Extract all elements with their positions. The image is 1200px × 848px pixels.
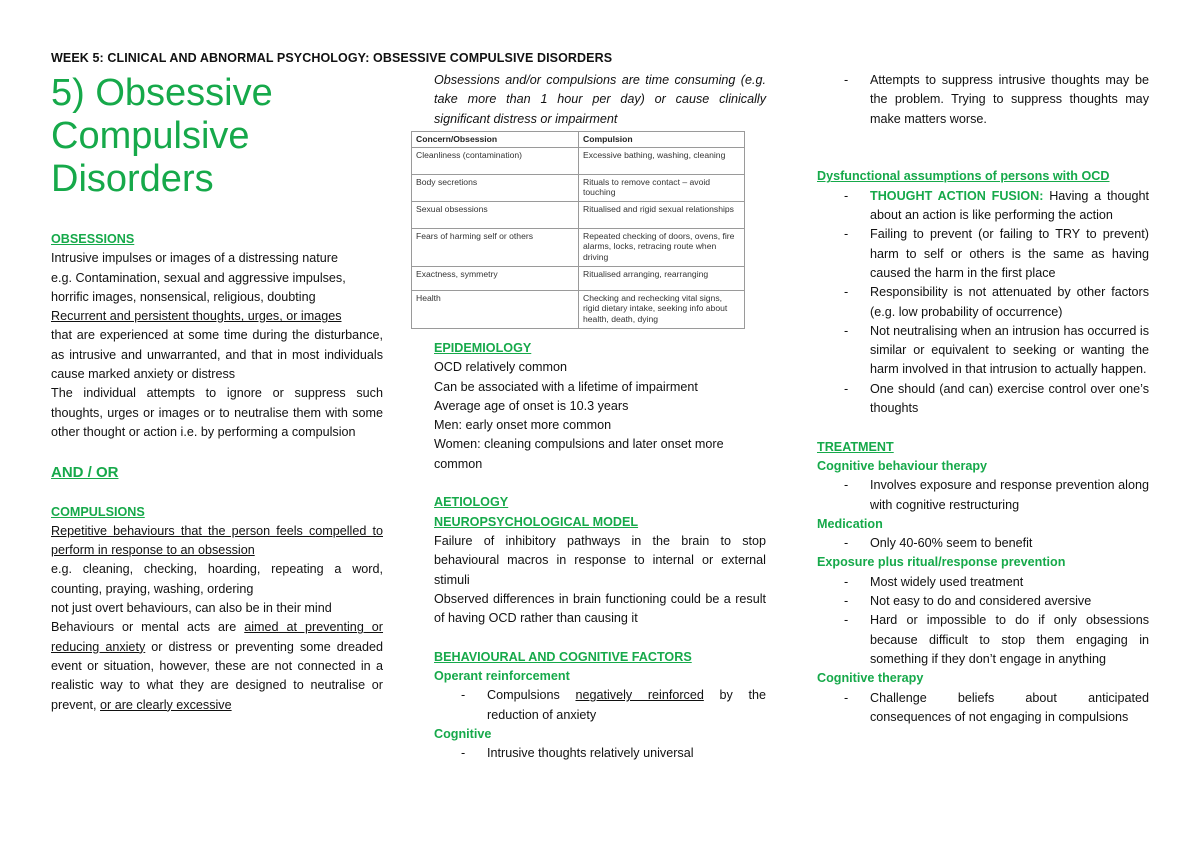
operant-heading: Operant reinforcement	[434, 669, 570, 684]
table-header-cell: Concern/Obsession	[412, 132, 579, 148]
ocd-table	[411, 131, 745, 329]
dys-text-5: One should (and can) exercise control over one’s thoughts	[870, 381, 1149, 416]
suppress-text: Attempts to suppress intrusive thoughts may be the problem. Trying to suppress thoughts may make matters worse.	[870, 73, 1149, 126]
exp-text-1: Most widely used treatment	[870, 574, 1024, 589]
table-header-row	[412, 132, 745, 148]
exp-bullet-3	[817, 611, 1149, 669]
bullet-dash: -	[461, 688, 466, 703]
bullet-dash: -	[844, 381, 849, 396]
taf-label: THOUGHT ACTION FUSION:	[870, 188, 1044, 203]
cognitive-text: Intrusive thoughts relatively universal	[487, 746, 694, 761]
compulsions-line-4b: aimed at preventing or reducing anxiety	[51, 620, 384, 654]
bullet-dash: -	[844, 574, 849, 589]
bullet-dash: -	[844, 690, 849, 705]
exp-bullet-2	[817, 592, 1149, 611]
table-header-cell: Compulsion	[579, 132, 745, 148]
operant-a: Compulsions	[487, 688, 576, 703]
bullet-dash: -	[844, 73, 849, 87]
ocd-table-figure	[411, 131, 745, 329]
exposure-heading: Exposure plus ritual/response prevention	[817, 555, 1066, 570]
table-cell: Ritualised arranging, rearranging	[579, 266, 745, 290]
epidemiology-line: Men: early onset more common	[434, 418, 612, 433]
bullet-dash: -	[844, 188, 849, 203]
epidemiology-line: OCD relatively common	[434, 360, 567, 375]
exp-bullet-1	[817, 573, 1149, 592]
title-line-2: Compulsive	[51, 115, 250, 157]
epidemiology-line: Can be associated with a lifetime of impairment	[434, 379, 698, 394]
bullet-dash: -	[461, 746, 466, 761]
med-bullet	[817, 534, 1149, 553]
column-right	[817, 71, 1149, 727]
compulsions-line-4a: Behaviours or mental acts are	[51, 620, 245, 635]
cbt-heading: Cognitive behaviour therapy	[817, 458, 988, 473]
bullet-dash: -	[844, 594, 849, 609]
table-row	[412, 228, 745, 266]
operant-bullet	[434, 686, 766, 725]
table-cell: Repeated checking of doors, ovens, fire alarms, locks, retracing route when driving	[579, 228, 745, 266]
bullet-dash: -	[844, 536, 849, 551]
taf-text: Having a thought about an action is like performing the action	[870, 188, 1149, 223]
compulsions-line-4d: or are clearly excessive	[100, 697, 232, 712]
dys-bullet-2	[817, 225, 1149, 283]
table-cell: Checking and rechecking vital signs, rigid dietary intake, seeking info about health, death, dying	[579, 290, 745, 328]
bullet-dash: -	[844, 613, 849, 628]
compulsions-line-4c: or distress or preventing some dreaded event or situation, however, these are not connected in a realistic way to what they are designed to neutralise or prevent,	[51, 639, 384, 712]
column-middle	[434, 71, 766, 129]
cognitive-bullet	[434, 744, 766, 763]
table-cell: Exactness, symmetry	[412, 266, 579, 290]
bullet-dash: -	[844, 285, 849, 300]
ct-text: Challenge beliefs about anticipated consequences of not engaging in compulsions	[870, 690, 1149, 724]
table-row	[412, 201, 745, 228]
obsessions-line-6: The individual attempts to ignore or suppress such thoughts, urges or images or to neutralise them with some other thought or action i.e. by performing a compulsion	[51, 386, 383, 439]
dys-bullet-5	[817, 380, 1149, 419]
table-cell: Health	[412, 290, 579, 328]
cbt-text: Involves exposure and response prevention along with cognitive restructuring	[870, 478, 1149, 512]
epidemiology-line: Women: cleaning compulsions and later onset more common	[434, 437, 724, 471]
obsessions-line-1: Intrusive impulses or images of a distressing nature	[51, 251, 338, 266]
neuropsychological-heading: NEUROPSYCHOLOGICAL MODEL	[434, 514, 639, 529]
cognitive-heading: Cognitive	[434, 726, 492, 741]
table-cell: Fears of harming self or others	[412, 228, 579, 266]
aetiology-heading: AETIOLOGY	[434, 495, 509, 510]
main-title	[51, 72, 383, 201]
title-line-3: Disorders	[51, 158, 214, 200]
column-left	[51, 72, 383, 715]
ct-bullet	[817, 689, 1149, 728]
obsessions-heading: OBSESSIONS	[51, 232, 135, 246]
table-row	[412, 147, 745, 174]
dys-bullet-3	[817, 283, 1149, 322]
epidemiology-heading: EPIDEMIOLOGY	[434, 341, 532, 355]
behavioural-cognitive-heading: BEHAVIOURAL AND COGNITIVE FACTORS	[434, 649, 692, 664]
dys-text-3: Responsibility is not attenuated by other factors (e.g. low probability of occurrence)	[870, 285, 1149, 319]
intro-italic: Obsessions and/or compulsions are time consuming (e.g. take more than 1 hour per day) or cause clinically significant distress or impairment	[434, 73, 766, 126]
column-middle-lower	[434, 339, 766, 764]
bullet-dash: -	[844, 323, 849, 338]
title-line-1: 5) Obsessive	[51, 72, 273, 114]
neuro-line-2: Observed differences in brain functioning could be a result of having OCD rather than causing it	[434, 591, 766, 626]
obsessions-line-3: horrific images, nonsensical, religious, doubting	[51, 289, 316, 304]
cognitive-therapy-heading: Cognitive therapy	[817, 671, 924, 686]
compulsions-line-4	[51, 618, 383, 714]
compulsions-heading: COMPULSIONS	[51, 504, 145, 519]
dys-bullet-4	[817, 322, 1149, 380]
cbt-bullet	[817, 476, 1149, 515]
table-cell: Ritualised and rigid sexual relationships	[579, 201, 745, 228]
bullet-dash: -	[844, 227, 849, 242]
table-row	[412, 290, 745, 328]
and-or-heading: AND / OR	[51, 464, 119, 482]
table-cell: Rituals to remove contact – avoid touching	[579, 174, 745, 201]
treatment-heading: TREATMENT	[817, 439, 894, 454]
table-cell: Sexual obsessions	[412, 201, 579, 228]
table-row	[412, 266, 745, 290]
table-row	[412, 174, 745, 201]
compulsions-line-2: e.g. cleaning, checking, hoarding, repeating a word, counting, praying, washing, ordering	[51, 562, 383, 596]
exp-text-2: Not easy to do and considered aversive	[870, 594, 1092, 609]
compulsions-line-1: Repetitive behaviours that the person feels compelled to perform in response to an obsession	[51, 523, 383, 558]
medication-heading: Medication	[817, 516, 883, 531]
table-cell: Excessive bathing, washing, cleaning	[579, 147, 745, 174]
dys-text-2: Failing to prevent (or failing to TRY to prevent) harm to self or others is the same as having caused the harm in the first place	[870, 227, 1149, 280]
suppress-bullet	[817, 71, 1149, 129]
med-text: Only 40-60% seem to benefit	[870, 536, 1033, 551]
obsessions-line-5: that are experienced at some time during the disturbance, as intrusive and unwarranted, and that in most individuals cause marked anxiety or distress	[51, 328, 383, 382]
dys-bullet-1	[817, 187, 1149, 226]
exp-text-3: Hard or impossible to do if only obsessions because difficult to stop them engaging in something if they don’t engage in anything	[870, 613, 1149, 666]
obsessions-line-2: e.g. Contamination, sexual and aggressive impulses,	[51, 270, 346, 285]
compulsions-line-3: not just overt behaviours, can also be in their mind	[51, 601, 332, 616]
obsessions-line-4: Recurrent and persistent thoughts, urges, or images	[51, 309, 342, 324]
dys-text-4: Not neutralising when an intrusion has occurred is similar or equivalent to seeking or wanting the harm involved in that intrusion to actually happen.	[870, 323, 1149, 377]
table-cell: Body secretions	[412, 174, 579, 201]
bullet-dash: -	[844, 478, 849, 493]
dysfunctional-heading: Dysfunctional assumptions of persons with OCD	[817, 169, 1110, 184]
neuro-line-1: Failure of inhibitory pathways in the brain to stop behavioural macros in response to internal or external stimuli	[434, 533, 766, 587]
table-cell: Cleanliness (contamination)	[412, 147, 579, 174]
operant-b: negatively reinforced	[575, 688, 704, 703]
epidemiology-line: Average age of onset is 10.3 years	[434, 398, 629, 413]
operant-c: by the reduction of anxiety	[487, 688, 767, 722]
page-header: WEEK 5: CLINICAL AND ABNORMAL PSYCHOLOGY: OBSESSIVE COMPULSIVE DISORDERS	[51, 51, 613, 65]
